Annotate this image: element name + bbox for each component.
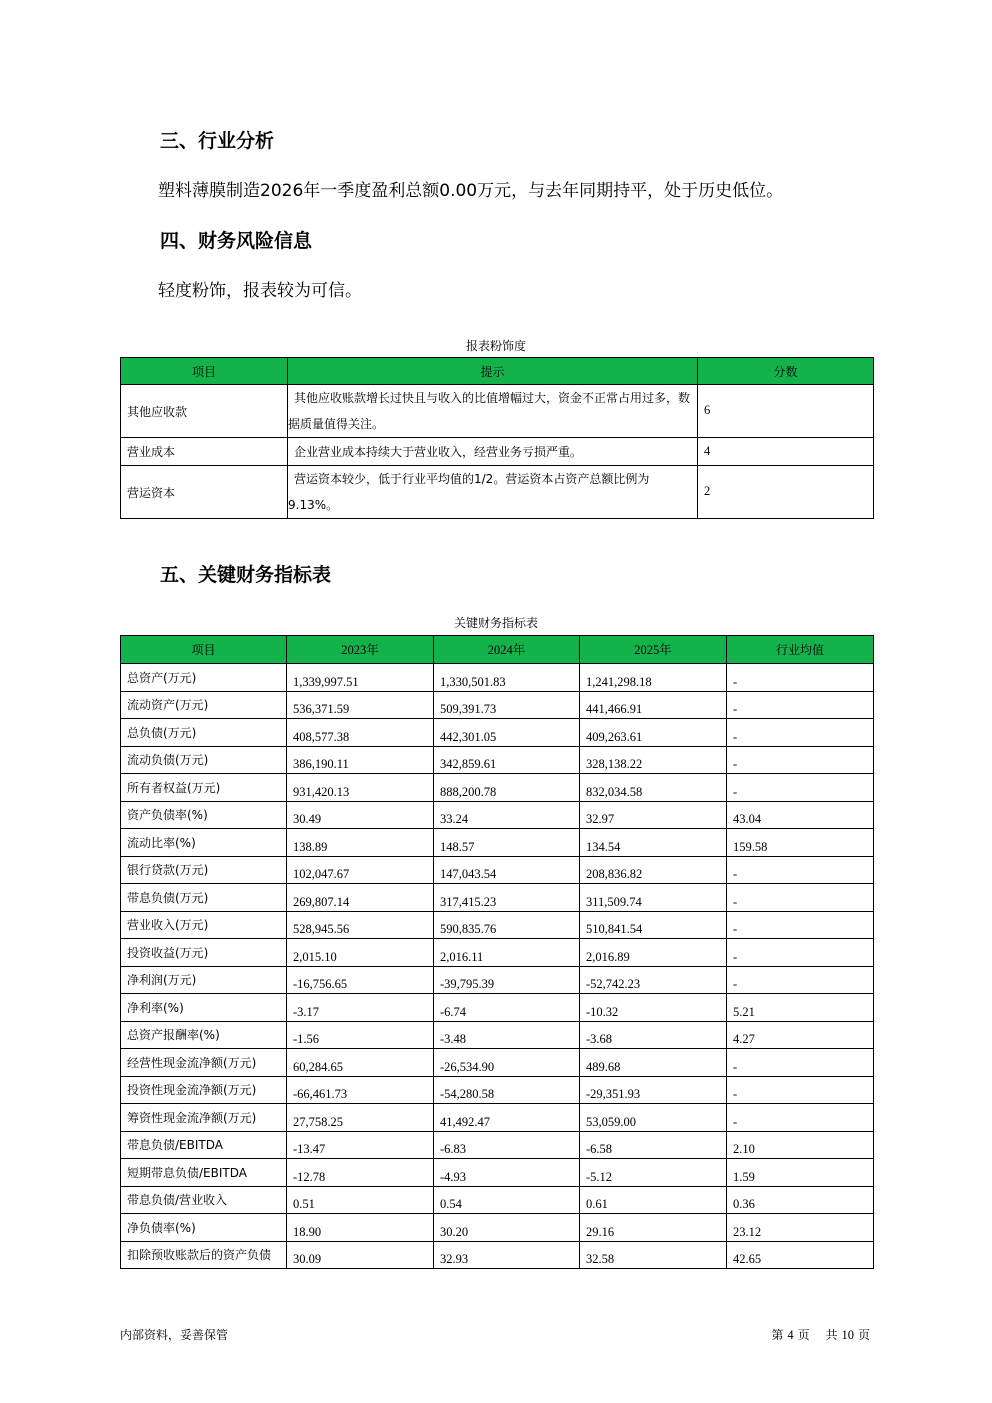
key-2025-cell: 29.16	[580, 1214, 727, 1242]
key-item-cell: 总负债(万元)	[121, 719, 287, 747]
risk-item-cell: 营业成本	[121, 438, 288, 466]
risk-header-score: 分数	[698, 358, 874, 385]
key-2025-cell: 832,034.58	[580, 774, 727, 802]
key-industry-avg-cell: -	[727, 911, 874, 939]
key-item-cell: 带息负债(万元)	[121, 884, 287, 912]
key-industry-avg-cell: 0.36	[727, 1186, 874, 1214]
key-2025-cell: 489.68	[580, 1049, 727, 1077]
key-2024-cell: 0.54	[434, 1186, 580, 1214]
key-2024-cell: 442,301.05	[434, 719, 580, 747]
key-industry-avg-cell: -	[727, 719, 874, 747]
key-item-cell: 总资产(万元)	[121, 664, 287, 692]
key-2025-cell: 53,059.00	[580, 1104, 727, 1132]
key-2023-cell: -13.47	[287, 1131, 434, 1159]
key-2024-cell: 1,330,501.83	[434, 664, 580, 692]
key-industry-avg-cell: -	[727, 1076, 874, 1104]
key-industry-avg-cell: -	[727, 939, 874, 967]
risk-table-caption: 报表粉饰度	[465, 339, 526, 353]
risk-header-item: 项目	[121, 358, 288, 385]
key-industry-avg-cell: -	[727, 691, 874, 719]
key-industry-avg-cell: -	[727, 746, 874, 774]
key-industry-avg-cell: -	[727, 1104, 874, 1132]
key-2023-cell: -12.78	[287, 1159, 434, 1187]
key-table-row	[121, 1159, 874, 1187]
footer-page-total: 10	[841, 1328, 854, 1342]
key-industry-avg-cell: -	[727, 664, 874, 692]
key-2024-cell: -3.48	[434, 1021, 580, 1049]
key-2024-cell: 2,016.11	[434, 939, 580, 967]
risk-header-hint: 提示	[288, 358, 698, 385]
key-2024-cell: 509,391.73	[434, 691, 580, 719]
key-2023-cell: -66,461.73	[287, 1076, 434, 1104]
key-table-row	[121, 884, 874, 912]
key-table-row	[121, 1049, 874, 1077]
footer-page-mid: 页	[797, 1328, 810, 1342]
key-2025-cell: 134.54	[580, 829, 727, 857]
key-2025-cell: -52,742.23	[580, 966, 727, 994]
industry-analysis-text: 塑料薄膜制造2026年一季度盈利总额0.00万元，与去年同期持平，处于历史低位。	[158, 181, 784, 201]
risk-item-cell: 其他应收款	[121, 385, 288, 438]
key-item-cell: 带息负债/营业收入	[121, 1186, 287, 1214]
section-title-key-indicators: 五、关键财务指标表	[160, 564, 332, 586]
key-table-row	[121, 1186, 874, 1214]
key-2024-cell: -4.93	[434, 1159, 580, 1187]
risk-score-cell: 6	[698, 385, 874, 438]
key-2023-cell: 931,420.13	[287, 774, 434, 802]
risk-score-cell: 4	[698, 438, 874, 466]
key-table-row	[121, 664, 874, 692]
key-table-row	[121, 1076, 874, 1104]
footer-confidential-note: 内部资料，妥善保管	[120, 1328, 229, 1342]
key-item-cell: 投资收益(万元)	[121, 939, 287, 967]
section-title-industry: 三、行业分析	[160, 130, 275, 152]
key-item-cell: 扣除预收账款后的资产负债	[121, 1241, 287, 1269]
key-2025-cell: -29,351.93	[580, 1076, 727, 1104]
footer-page-suffix: 页	[857, 1328, 870, 1342]
key-table-row	[121, 1021, 874, 1049]
key-2023-cell: -3.17	[287, 994, 434, 1022]
key-industry-avg-cell: 42.65	[727, 1241, 874, 1269]
key-industry-avg-cell: 1.59	[727, 1159, 874, 1187]
key-table-row	[121, 691, 874, 719]
key-2023-cell: 536,371.59	[287, 691, 434, 719]
key-item-cell: 筹资性现金流净额(万元)	[121, 1104, 287, 1132]
key-table-row	[121, 856, 874, 884]
risk-item-cell: 营运资本	[121, 466, 288, 519]
key-item-cell: 总资产报酬率(%)	[121, 1021, 287, 1049]
key-2024-cell: 30.20	[434, 1214, 580, 1242]
key-industry-avg-cell: -	[727, 856, 874, 884]
key-table-caption: 关键财务指标表	[453, 616, 538, 630]
key-2025-cell: 1,241,298.18	[580, 664, 727, 692]
key-2024-cell: 317,415.23	[434, 884, 580, 912]
key-2023-cell: 1,339,997.51	[287, 664, 434, 692]
key-item-cell: 所有者权益(万元)	[121, 774, 287, 802]
key-2023-cell: -16,756.65	[287, 966, 434, 994]
footer-page-prefix: 第	[771, 1328, 784, 1342]
key-2025-cell: -6.58	[580, 1131, 727, 1159]
key-2024-cell: 148.57	[434, 829, 580, 857]
key-header-2025: 2025年	[580, 636, 727, 664]
key-header-item: 项目	[121, 636, 287, 664]
key-2023-cell: 30.09	[287, 1241, 434, 1269]
key-table-header-row	[121, 636, 874, 664]
key-2024-cell: 41,492.47	[434, 1104, 580, 1132]
key-header-industry-avg: 行业均值	[727, 636, 874, 664]
key-2025-cell: -10.32	[580, 994, 727, 1022]
key-2024-cell: -39,795.39	[434, 966, 580, 994]
key-2023-cell: 18.90	[287, 1214, 434, 1242]
key-industry-avg-cell: 23.12	[727, 1214, 874, 1242]
key-2023-cell: 528,945.56	[287, 911, 434, 939]
key-industry-avg-cell: -	[727, 1049, 874, 1077]
key-industry-avg-cell: 4.27	[727, 1021, 874, 1049]
key-2024-cell: -54,280.58	[434, 1076, 580, 1104]
risk-table-row	[121, 385, 874, 438]
key-industry-avg-cell: 43.04	[727, 801, 874, 829]
key-table-row	[121, 939, 874, 967]
key-2025-cell: 409,263.61	[580, 719, 727, 747]
key-industry-avg-cell: -	[727, 966, 874, 994]
key-table-row	[121, 746, 874, 774]
key-table-row	[121, 719, 874, 747]
footer-total-prefix: 共	[825, 1328, 838, 1342]
key-2023-cell: 269,807.14	[287, 884, 434, 912]
key-2025-cell: 32.97	[580, 801, 727, 829]
key-table-row	[121, 1214, 874, 1242]
key-2024-cell: 32.93	[434, 1241, 580, 1269]
key-table-row	[121, 911, 874, 939]
key-2025-cell: 32.58	[580, 1241, 727, 1269]
risk-hint-cell: 营运资本较少，低于行业平均值的1/2。营运资本占资产总额比例为9.13%。	[288, 466, 698, 519]
key-2025-cell: 441,466.91	[580, 691, 727, 719]
key-2023-cell: 2,015.10	[287, 939, 434, 967]
key-industry-avg-cell: -	[727, 884, 874, 912]
key-item-cell: 带息负债/EBITDA	[121, 1131, 287, 1159]
risk-summary-text: 轻度粉饰，报表较为可信。	[158, 281, 362, 301]
key-item-cell: 流动比率(%)	[121, 829, 287, 857]
key-item-cell: 经营性现金流净额(万元)	[121, 1049, 287, 1077]
key-2023-cell: 102,047.67	[287, 856, 434, 884]
key-2023-cell: 27,758.25	[287, 1104, 434, 1132]
key-2023-cell: 60,284.65	[287, 1049, 434, 1077]
key-2023-cell: 138.89	[287, 829, 434, 857]
footer-page-current: 4	[787, 1328, 794, 1342]
risk-table-row	[121, 466, 874, 519]
key-2023-cell: 408,577.38	[287, 719, 434, 747]
key-table-row	[121, 994, 874, 1022]
key-2024-cell: 147,043.54	[434, 856, 580, 884]
key-2025-cell: 510,841.54	[580, 911, 727, 939]
key-item-cell: 投资性现金流净额(万元)	[121, 1076, 287, 1104]
key-item-cell: 流动负债(万元)	[121, 746, 287, 774]
key-item-cell: 短期带息负债/EBITDA	[121, 1159, 287, 1187]
risk-table-header-row	[121, 358, 874, 385]
key-table-row	[121, 774, 874, 802]
key-indicators-table	[120, 635, 874, 1269]
key-2024-cell: 33.24	[434, 801, 580, 829]
key-2025-cell: 208,836.82	[580, 856, 727, 884]
key-2024-cell: -6.83	[434, 1131, 580, 1159]
key-item-cell: 资产负债率(%)	[121, 801, 287, 829]
key-table-row	[121, 966, 874, 994]
key-industry-avg-cell: -	[727, 774, 874, 802]
key-2025-cell: -5.12	[580, 1159, 727, 1187]
risk-hint-cell: 其他应收账款增长过快且与收入的比值增幅过大，资金不正常占用过多，数据质量值得关注。	[288, 385, 698, 438]
key-2024-cell: -26,534.90	[434, 1049, 580, 1077]
key-header-2023: 2023年	[287, 636, 434, 664]
key-item-cell: 银行贷款(万元)	[121, 856, 287, 884]
risk-hint-cell: 企业营业成本持续大于营业收入，经营业务亏损严重。	[288, 438, 698, 466]
key-item-cell: 净利率(%)	[121, 994, 287, 1022]
key-2024-cell: 888,200.78	[434, 774, 580, 802]
key-table-row	[121, 1241, 874, 1269]
risk-table	[120, 357, 874, 519]
key-item-cell: 营业收入(万元)	[121, 911, 287, 939]
key-table-row	[121, 1104, 874, 1132]
key-2024-cell: 590,835.76	[434, 911, 580, 939]
key-2025-cell: 311,509.74	[580, 884, 727, 912]
key-2023-cell: -1.56	[287, 1021, 434, 1049]
key-table-row	[121, 1131, 874, 1159]
key-2025-cell: 328,138.22	[580, 746, 727, 774]
key-item-cell: 流动资产(万元)	[121, 691, 287, 719]
key-2024-cell: -6.74	[434, 994, 580, 1022]
footer-page-number	[769, 1326, 872, 1343]
key-item-cell: 净利润(万元)	[121, 966, 287, 994]
key-2023-cell: 30.49	[287, 801, 434, 829]
key-table-row	[121, 801, 874, 829]
key-industry-avg-cell: 159.58	[727, 829, 874, 857]
key-2023-cell: 0.51	[287, 1186, 434, 1214]
key-2025-cell: 2,016.89	[580, 939, 727, 967]
key-2023-cell: 386,190.11	[287, 746, 434, 774]
key-table-row	[121, 829, 874, 857]
risk-table-row	[121, 438, 874, 466]
key-item-cell: 净负债率(%)	[121, 1214, 287, 1242]
section-title-risk: 四、财务风险信息	[160, 230, 313, 252]
key-industry-avg-cell: 5.21	[727, 994, 874, 1022]
key-header-2024: 2024年	[434, 636, 580, 664]
risk-score-cell: 2	[698, 466, 874, 519]
key-2025-cell: 0.61	[580, 1186, 727, 1214]
key-2024-cell: 342,859.61	[434, 746, 580, 774]
key-industry-avg-cell: 2.10	[727, 1131, 874, 1159]
key-2025-cell: -3.68	[580, 1021, 727, 1049]
